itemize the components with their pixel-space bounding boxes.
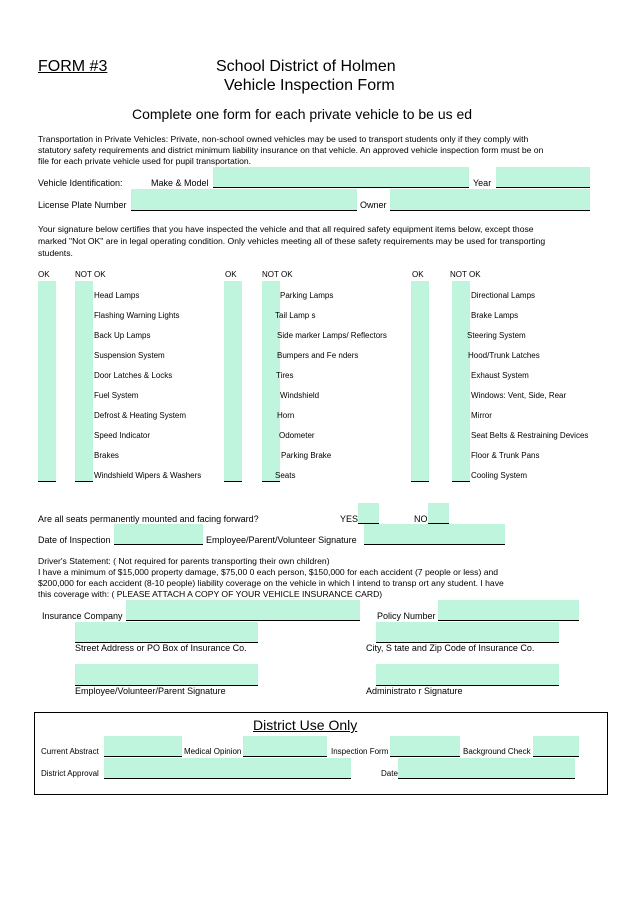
not-ok-checkbox[interactable] — [75, 401, 93, 422]
not-ok-header-col3: NOT OK — [450, 270, 481, 279]
not-ok-checkbox[interactable] — [262, 441, 280, 462]
checklist-item: Seats — [275, 471, 296, 480]
intro-line-3: file for each private vehicle used for pupil transportation. — [38, 156, 252, 166]
not-ok-checkbox[interactable] — [452, 401, 470, 422]
ok-checkbox[interactable] — [38, 281, 56, 302]
not-ok-checkbox[interactable] — [452, 461, 470, 482]
inspection-form-label: Inspection Form — [331, 747, 389, 756]
driver-statement-line-3: $200,000 for each accident (8-10 people) liability coverage on the vehicle in which I intend to transp ort any student. I have — [38, 578, 504, 588]
approval-date-label: Date — [381, 769, 398, 778]
ok-checkbox[interactable] — [411, 401, 429, 422]
ok-checkbox[interactable] — [224, 361, 242, 382]
ok-checkbox[interactable] — [38, 321, 56, 342]
ok-checkbox[interactable] — [411, 301, 429, 322]
checklist-item: Windows: Vent, Side, Rear — [471, 391, 567, 400]
ok-checkbox[interactable] — [38, 301, 56, 322]
district-approval-field[interactable] — [104, 758, 351, 779]
inspection-form-field[interactable] — [390, 736, 460, 757]
seats-no-field[interactable] — [428, 503, 449, 524]
checklist-item: Windshield — [280, 391, 320, 400]
make-model-field[interactable] — [213, 167, 469, 188]
checklist-item: Seat Belts & Restraining Devices — [471, 431, 589, 440]
ok-checkbox[interactable] — [411, 321, 429, 342]
owner-field[interactable] — [390, 189, 590, 211]
license-plate-field[interactable] — [131, 189, 357, 211]
form-subtitle: Complete one form for each private vehicle to be us ed — [132, 106, 473, 122]
ok-checkbox[interactable] — [38, 441, 56, 462]
form-title: Vehicle Inspection Form — [224, 77, 395, 94]
not-ok-header-col2: NOT OK — [262, 270, 293, 279]
driver-statement-line-2: I have a minimum of $15,000 property damage, $75,00 0 each person, $150,000 for each accident (7 people or less) and — [38, 567, 499, 577]
not-ok-checkbox[interactable] — [452, 421, 470, 442]
street-address-label: Street Address or PO Box of Insurance Co. — [75, 643, 247, 653]
insurance-company-label: Insurance Company — [42, 611, 123, 621]
ok-checkbox[interactable] — [38, 461, 56, 482]
ok-checkbox[interactable] — [224, 421, 242, 442]
ok-checkbox[interactable] — [411, 341, 429, 362]
ok-checkbox[interactable] — [224, 401, 242, 422]
date-of-inspection-field[interactable] — [114, 524, 203, 545]
checklist-item: Odometer — [279, 431, 315, 440]
checklist-item: Parking Brake — [281, 451, 332, 460]
checklist-item: Exhaust System — [471, 371, 529, 380]
year-field[interactable] — [496, 167, 590, 188]
checklist-item: Head Lamps — [94, 291, 140, 300]
checklist-item: Brakes — [94, 451, 119, 460]
not-ok-checkbox[interactable] — [75, 461, 93, 482]
not-ok-checkbox[interactable] — [262, 421, 280, 442]
not-ok-checkbox[interactable] — [75, 381, 93, 402]
seats-yes-label: YES — [340, 514, 359, 524]
not-ok-checkbox[interactable] — [75, 301, 93, 322]
district-approval-label: District Approval — [41, 769, 99, 778]
city-state-zip-label: City, S tate and Zip Code of Insurance Co. — [366, 643, 535, 653]
ok-checkbox[interactable] — [224, 441, 242, 462]
ok-checkbox[interactable] — [38, 361, 56, 382]
checklist-item: Door Latches & Locks — [94, 371, 173, 380]
checklist-item: Cooling System — [471, 471, 528, 480]
ok-checkbox[interactable] — [224, 381, 242, 402]
checklist-item: Windshield Wipers & Washers — [94, 471, 202, 480]
ok-checkbox[interactable] — [38, 401, 56, 422]
driver-statement-line-1: Driver's Statement: ( Not required for parents transporting their own children) — [38, 556, 330, 566]
ok-checkbox[interactable] — [224, 301, 242, 322]
checklist-item: Back Up Lamps — [94, 331, 151, 340]
not-ok-checkbox[interactable] — [452, 441, 470, 462]
checklist-item: Fuel System — [94, 391, 139, 400]
not-ok-checkbox[interactable] — [452, 361, 470, 382]
employee-signature-field[interactable] — [75, 664, 258, 686]
policy-number-label: Policy Number — [377, 611, 436, 621]
date-of-inspection-label: Date of Inspection — [38, 535, 111, 545]
ok-checkbox[interactable] — [38, 341, 56, 362]
certify-line-1: Your signature below certifies that you have inspected the vehicle and that all required safety equipment items below, except those — [38, 224, 534, 234]
driver-statement-line-4: this coverage with: ( PLEASE ATTACH A COPY OF YOUR VEHICLE INSURANCE CARD) — [38, 589, 383, 599]
checklist-item: Hood/Trunk Latches — [468, 351, 540, 360]
year-label: Year — [473, 178, 492, 188]
seats-question: Are all seats permanently mounted and facing forward? — [38, 514, 259, 524]
medical-opinion-label: Medical Opinion — [184, 747, 242, 756]
checklist-item: Horn — [277, 411, 295, 420]
not-ok-checkbox[interactable] — [262, 381, 280, 402]
not-ok-checkbox[interactable] — [452, 281, 470, 302]
ok-checkbox[interactable] — [224, 341, 242, 362]
ok-checkbox[interactable] — [411, 361, 429, 382]
ok-checkbox[interactable] — [224, 321, 242, 342]
checklist-item: Suspension System — [94, 351, 165, 360]
administrator-signature-label: Administrato r Signature — [366, 686, 463, 696]
checklist-item: Parking Lamps — [280, 291, 334, 300]
not-ok-checkbox[interactable] — [452, 381, 470, 402]
insurance-company-field[interactable] — [126, 600, 360, 621]
checklist-item: Brake Lamps — [471, 311, 519, 320]
checklist-item: Defrost & Heating System — [94, 411, 187, 420]
certify-line-3: students. — [38, 248, 73, 258]
checklist-item: Tail Lamp s — [275, 311, 316, 320]
not-ok-checkbox[interactable] — [262, 281, 280, 302]
ok-header-col3: OK — [412, 270, 424, 279]
ok-checkbox[interactable] — [411, 421, 429, 442]
checklist-item: Side marker Lamps/ Reflectors — [277, 331, 387, 340]
inspection-signature-field[interactable] — [364, 524, 505, 545]
intro-line-1: Transportation in Private Vehicles: Private, non-school owned vehicles may be used to transport students only if they comply with — [38, 134, 529, 144]
not-ok-checkbox[interactable] — [75, 341, 93, 362]
ok-checkbox[interactable] — [38, 421, 56, 442]
not-ok-checkbox[interactable] — [75, 321, 93, 342]
district-name: School District of Holmen — [216, 58, 396, 75]
make-model-label: Make & Model — [151, 178, 209, 188]
certify-line-2: marked "Not OK" are in legal operating condition. Only vehicles meeting all of these safety requirements may be used for transporting — [38, 236, 546, 246]
checklist-item: Mirror — [471, 411, 492, 420]
current-abstract-field[interactable] — [104, 736, 182, 757]
form-number: FORM #3 — [38, 58, 108, 75]
ok-checkbox[interactable] — [411, 281, 429, 302]
intro-line-2: statutory safety requirements and district minimum liability insurance on that vehicle. An approved vehicle inspection form must be on — [38, 145, 544, 155]
employee-signature-label: Employee/Volunteer/Parent Signature — [75, 686, 226, 696]
not-ok-checkbox[interactable] — [75, 421, 93, 442]
administrator-signature-field[interactable] — [376, 664, 559, 686]
ok-checkbox[interactable] — [224, 281, 242, 302]
background-check-field[interactable] — [533, 736, 579, 757]
policy-number-field[interactable] — [438, 600, 579, 621]
ok-checkbox[interactable] — [411, 441, 429, 462]
district-use-title: District Use Only — [253, 717, 358, 733]
not-ok-checkbox[interactable] — [75, 281, 93, 302]
checklist-item: Tires — [276, 371, 294, 380]
current-abstract-label: Current Abstract — [41, 747, 99, 756]
street-address-field[interactable] — [75, 622, 258, 643]
medical-opinion-field[interactable] — [243, 736, 327, 757]
ok-header-col1: OK — [38, 270, 50, 279]
ok-checkbox[interactable] — [411, 381, 429, 402]
checklist-item: Directional Lamps — [471, 291, 536, 300]
city-state-zip-field[interactable] — [376, 622, 559, 643]
license-plate-label: License Plate Number — [38, 200, 127, 210]
vehicle-identification-label: Vehicle Identification: — [38, 178, 123, 188]
not-ok-checkbox[interactable] — [452, 301, 470, 322]
background-check-label: Background Check — [463, 747, 531, 756]
checklist-item: Floor & Trunk Pans — [471, 451, 540, 460]
owner-label: Owner — [360, 200, 387, 210]
ok-checkbox[interactable] — [224, 461, 242, 482]
checklist-item: Steering System — [467, 331, 526, 340]
not-ok-header-col1: NOT OK — [75, 270, 106, 279]
ok-header-col2: OK — [225, 270, 237, 279]
seats-no-label: NO — [414, 514, 428, 524]
seats-yes-field[interactable] — [358, 503, 379, 524]
ok-checkbox[interactable] — [38, 381, 56, 402]
not-ok-checkbox[interactable] — [75, 441, 93, 462]
ok-checkbox[interactable] — [411, 461, 429, 482]
checklist-item: Flashing Warning Lights — [94, 311, 180, 320]
approval-date-field[interactable] — [398, 758, 575, 779]
not-ok-checkbox[interactable] — [75, 361, 93, 382]
inspection-signature-label: Employee/Parent/Volunteer Signature — [206, 535, 357, 545]
checklist-item: Speed Indicator — [94, 431, 151, 440]
checklist-item: Bumpers and Fe nders — [277, 351, 359, 360]
